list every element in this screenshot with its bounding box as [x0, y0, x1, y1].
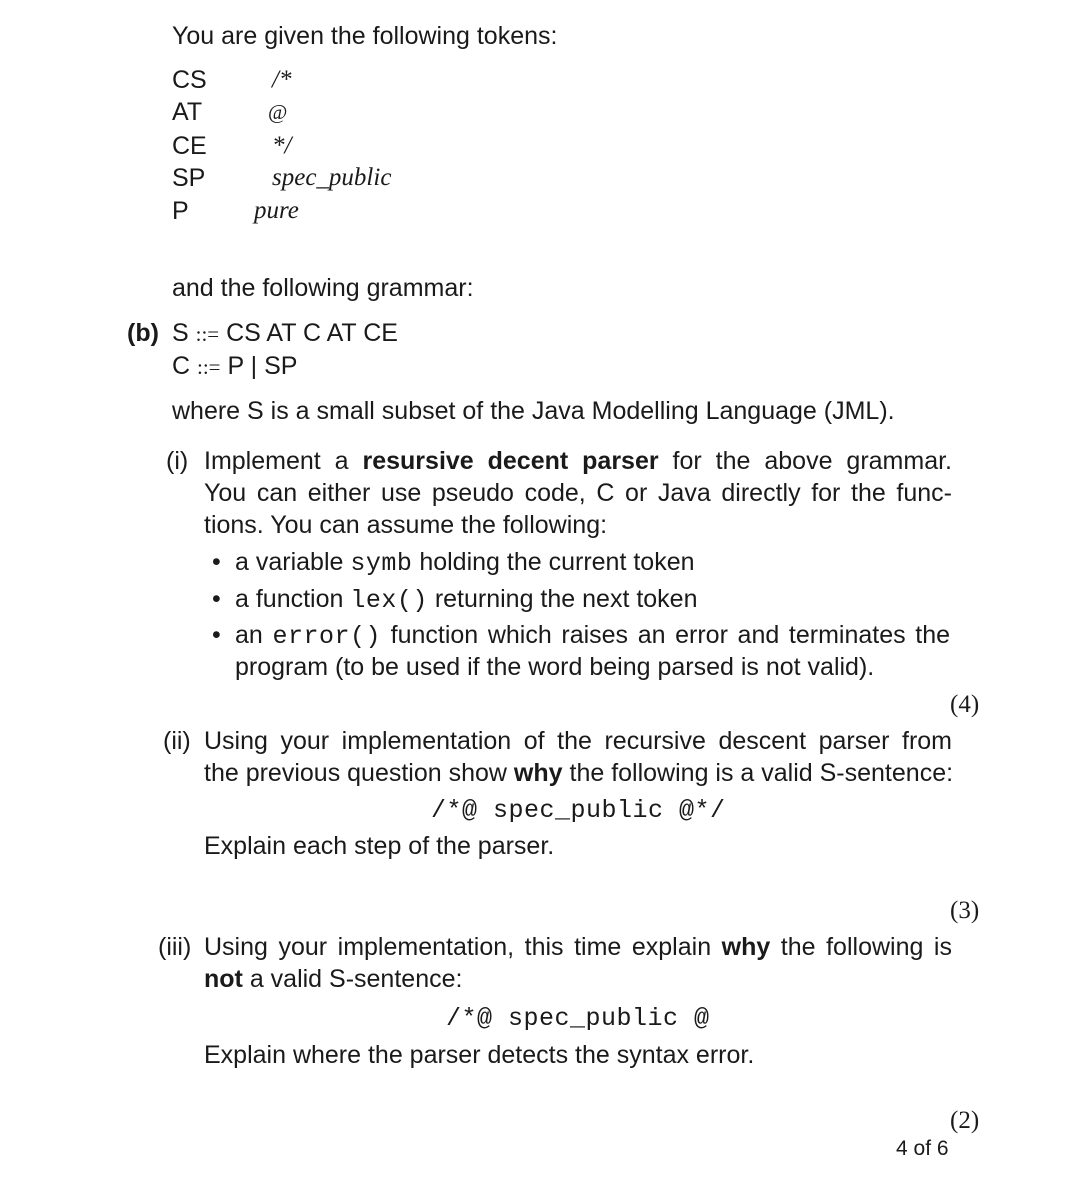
rule-lhs: C: [172, 352, 191, 380]
grammar-rule: [172, 317, 398, 350]
question-text: [204, 931, 952, 963]
question-text: Explain where the parser detects the syntax error.: [204, 1041, 755, 1069]
emphasis: why: [721, 933, 771, 961]
code-inline: error(): [272, 622, 381, 651]
grammar-intro: and the following grammar:: [172, 274, 474, 302]
token-name: CE: [172, 132, 207, 160]
emphasis: not: [204, 965, 243, 993]
bullet-item: [235, 619, 950, 653]
token-symbol: */: [272, 132, 292, 159]
marks: (2): [950, 1107, 980, 1134]
question-text: Explain each step of the parser.: [204, 832, 555, 860]
token-symbol: @: [268, 100, 288, 124]
text-run: Implement a: [204, 447, 363, 475]
intro-text: You are given the following tokens:: [172, 22, 558, 50]
bullet-dot: •: [212, 621, 221, 649]
question-text: [204, 963, 462, 995]
question-label: (iii): [158, 933, 192, 961]
marks: (3): [950, 897, 980, 924]
token-name: SP: [172, 164, 206, 192]
text-run: returning the next token: [427, 585, 698, 613]
text-run: function which raises an error and terminates the: [380, 621, 950, 649]
text-run: the following is: [770, 933, 952, 961]
token-name: CS: [172, 66, 207, 94]
rule-rhs: P | SP: [227, 352, 298, 380]
text-run: holding the current token: [412, 548, 695, 576]
part-label: (b): [127, 319, 159, 347]
rule-op: ::=: [197, 355, 221, 379]
rule-rhs: CS AT C AT CE: [226, 319, 398, 347]
code-inline: symb: [350, 549, 413, 578]
text-run: Using your implementation, this time explain: [204, 933, 722, 961]
text-run: for the above grammar.: [658, 447, 952, 475]
bullet-item: [235, 583, 698, 617]
emphasis: why: [513, 759, 563, 787]
question-text: tions. You can assume the following:: [204, 511, 608, 539]
question-text: [204, 445, 952, 477]
bullet-dot: •: [212, 548, 221, 576]
grammar-note: where S is a small subset of the Java Modelling Language (JML).: [172, 397, 895, 425]
grammar-rule: [172, 350, 297, 383]
question-text: [204, 757, 953, 789]
text-run: a function: [235, 585, 351, 613]
code-example: /*@ spec_public @: [446, 1004, 710, 1033]
question-text: You can either use pseudo code, C or Java directly for the func-: [204, 479, 952, 507]
token-symbol: /*: [272, 66, 292, 93]
text-run: the following is a valid S-sentence:: [562, 759, 954, 787]
code-inline: lex(): [350, 586, 428, 615]
bullet-item: [235, 546, 695, 580]
text-run: a variable: [235, 548, 351, 576]
text-run: an: [235, 621, 273, 649]
bullet-dot: •: [212, 585, 221, 613]
question-label: (ii): [163, 727, 191, 755]
rule-lhs: S: [172, 319, 189, 347]
text-run: the previous question show: [204, 759, 514, 787]
question-label: (i): [166, 447, 189, 475]
bullet-item-continuation: program (to be used if the word being parsed is not valid).: [235, 653, 875, 681]
page-number: 4 of 6: [896, 1137, 949, 1160]
emphasis: resursive decent parser: [362, 447, 659, 475]
question-text: Using your implementation of the recursive descent parser from: [204, 727, 952, 755]
marks: (4): [950, 691, 980, 718]
token-symbol: pure: [254, 197, 299, 224]
rule-op: ::=: [195, 322, 220, 346]
token-name: AT: [172, 98, 203, 126]
token-symbol: spec_public: [272, 164, 392, 191]
text-run: a valid S-sentence:: [242, 965, 463, 993]
token-name: P: [172, 197, 189, 225]
code-example: /*@ spec_public @*/: [431, 796, 726, 825]
